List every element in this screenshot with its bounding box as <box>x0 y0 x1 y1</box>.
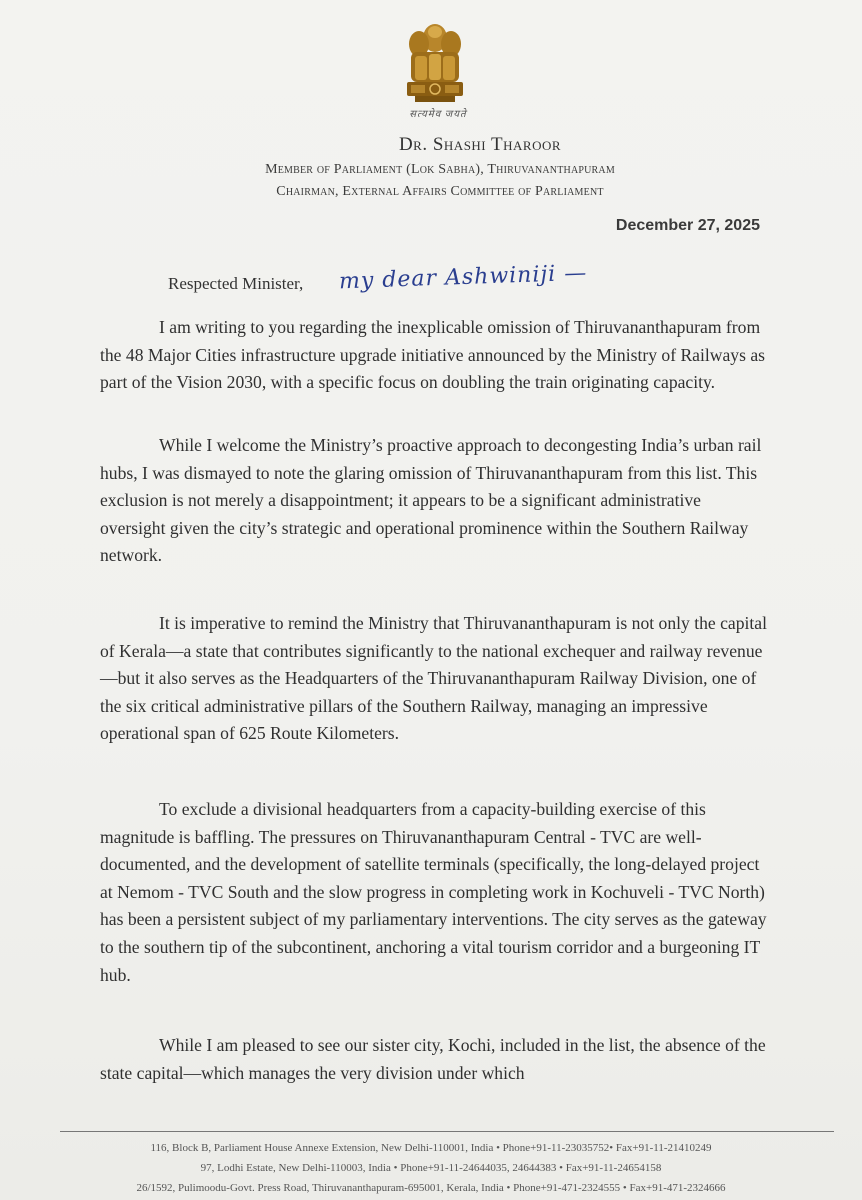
footer-address-1: 116, Block B, Parliament House Annexe Extension, New Delhi-110001, India • Phone+91-11-23035752• Fax+91-11-21410249 <box>150 1142 712 1154</box>
sender-name: Dr. Shashi Tharoor <box>398 134 562 155</box>
salutation: Respected Minister, <box>168 274 304 293</box>
handwritten-note: my dear Ashwiniji — <box>338 260 588 295</box>
paragraph-text: While I welcome the Ministry’s proactive approach to decongesting India’s urban rail hubs, I was dismayed to note the glaring omission of Thiruvananthapuram from this list. This exclusion is not merely a disappointment; it appears to be a significant administrative oversight given the city’s strategic and operational prominence within the Southern Railway network. <box>100 435 762 566</box>
body-paragraph <box>100 432 770 570</box>
paragraph-text: To exclude a divisional headquarters from a capacity-building exercise of this magnitude is baffling. The pressures on Thiruvananthapuram Central - TVC are well-documented, and the development of satellite terminals (specifically, the long-delayed project at Nemom - TVC South and the slow progress in completing work in Kochuveli - TVC North) has been a persistent subject of my parliamentary interventions. The city serves as the gateway to the southern tip of the subcontinent, anchoring a vital tourism corridor and a burgeoning IT hub. <box>100 799 767 985</box>
sender-designation-2: Chairman, External Affairs Committee of Parliament <box>276 184 604 199</box>
footer-address-2: 97, Lodhi Estate, New Delhi-110003, India • Phone+91-11-24644035, 24644383 • Fax+91-11-24654158 <box>200 1162 662 1174</box>
paragraph-text: I am writing to you regarding the inexplicable omission of Thiruvananthapuram from the 48 Major Cities infrastructure upgrade initiative announced by the Ministry of Railways as part of the Vision 2030, with a specific focus on doubling the train originating capacity. <box>100 317 765 393</box>
emblem-motto: सत्यमेव जयते <box>409 109 467 120</box>
letter-date: December 27, 2025 <box>615 217 760 234</box>
body-paragraph <box>100 610 770 748</box>
footer-address-3: 26/1592, Pulimoodu-Govt. Press Road, Thiruvananthapuram-695001, Kerala, India • Phone+91-471-2324555 • Fax+91-471-2324666 <box>136 1182 726 1194</box>
sender-designation-1: Member of Parliament (Lok Sabha), Thiruvananthapuram <box>265 162 615 177</box>
footer-addresses <box>20 1138 842 1198</box>
body-paragraph <box>100 1032 770 1087</box>
paragraph-text: While I am pleased to see our sister city, Kochi, included in the list, the absence of the state capital—which manages the very division under which <box>100 1035 766 1083</box>
body-paragraph <box>100 796 770 989</box>
state-emblem-icon <box>395 18 475 118</box>
body-paragraph <box>100 314 770 397</box>
footer-divider <box>60 1131 834 1132</box>
paragraph-text: It is imperative to remind the Ministry that Thiruvananthapuram is not only the capital of Kerala—a state that contributes significantly to the national exchequer and railway revenue—but it also serves as the Headquarters of the Thiruvananthapuram Railway Division, one of the six critical administrative pillars of the Southern Railway, managing an impressive operational span of 625 Route Kilometers. <box>100 613 767 744</box>
